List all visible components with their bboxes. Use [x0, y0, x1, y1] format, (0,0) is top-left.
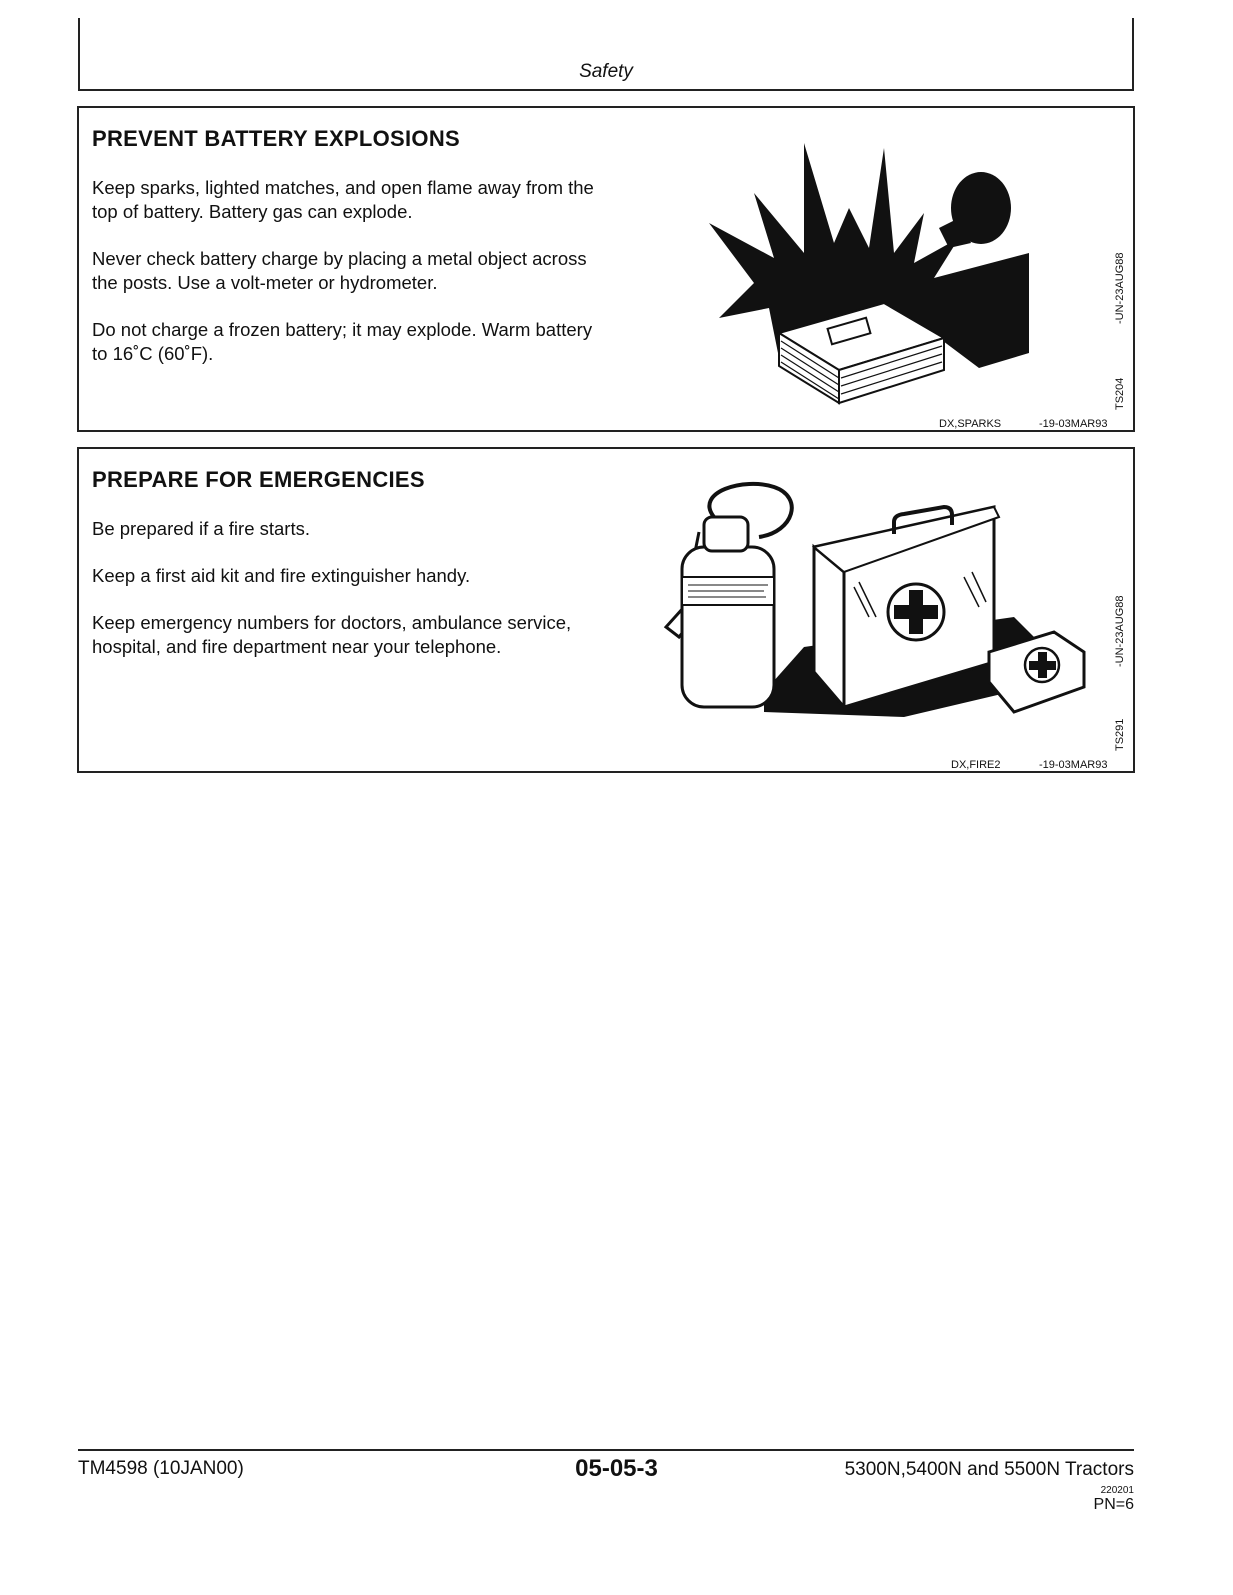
image-code-bottom: TS204 [1114, 377, 1126, 410]
page-header [78, 18, 1134, 91]
ref-code: DX,SPARKS [939, 418, 1002, 430]
image-code-top: -UN-23AUG88 [1114, 252, 1126, 324]
section-title: PREVENT BATTERY EXPLOSIONS [92, 126, 461, 151]
footer-pn: PN=6 [1093, 1496, 1134, 1513]
paragraph: Keep emergency numbers for doctors, ambulance service, hospital, and fire department near your telephone. [92, 612, 572, 657]
paragraph: Never check battery charge by placing a metal object across the posts. Use a volt-meter or hydrometer. [92, 248, 587, 293]
paragraph: Keep sparks, lighted matches, and open flame away from the top of battery. Battery gas can explode. [92, 177, 594, 222]
footer-divider [78, 1449, 1134, 1451]
image-code-top: -UN-23AUG88 [1114, 595, 1126, 667]
ref-code: DX,FIRE2 [951, 759, 1001, 771]
footer-manual-id: TM4598 (10JAN00) [78, 1458, 244, 1479]
header-title: Safety [579, 61, 633, 82]
section-battery-explosions [77, 106, 1135, 432]
section-body [92, 517, 602, 682]
footer-page-number: 05-05-3 [575, 1455, 658, 1482]
paragraph: Keep a first aid kit and fire extinguisher handy. [92, 565, 471, 586]
fire-extinguisher-first-aid-illustration [654, 477, 1094, 732]
section-title: PREPARE FOR EMERGENCIES [92, 467, 425, 492]
footer-product: 5300N,5400N and 5500N Tractors [844, 1459, 1134, 1480]
footer-code: 220201 [1100, 1485, 1134, 1496]
section-body [92, 176, 602, 389]
section-prepare-emergencies [77, 447, 1135, 773]
ref-date: -19-03MAR93 [1039, 418, 1108, 430]
image-code-bottom: TS291 [1114, 718, 1126, 751]
paragraph: Do not charge a frozen battery; it may explode. Warm battery to 16˚C (60˚F). [92, 319, 593, 364]
battery-explosion-illustration [709, 138, 1039, 408]
ref-date: -19-03MAR93 [1039, 759, 1108, 771]
paragraph: Be prepared if a fire starts. [92, 518, 310, 539]
